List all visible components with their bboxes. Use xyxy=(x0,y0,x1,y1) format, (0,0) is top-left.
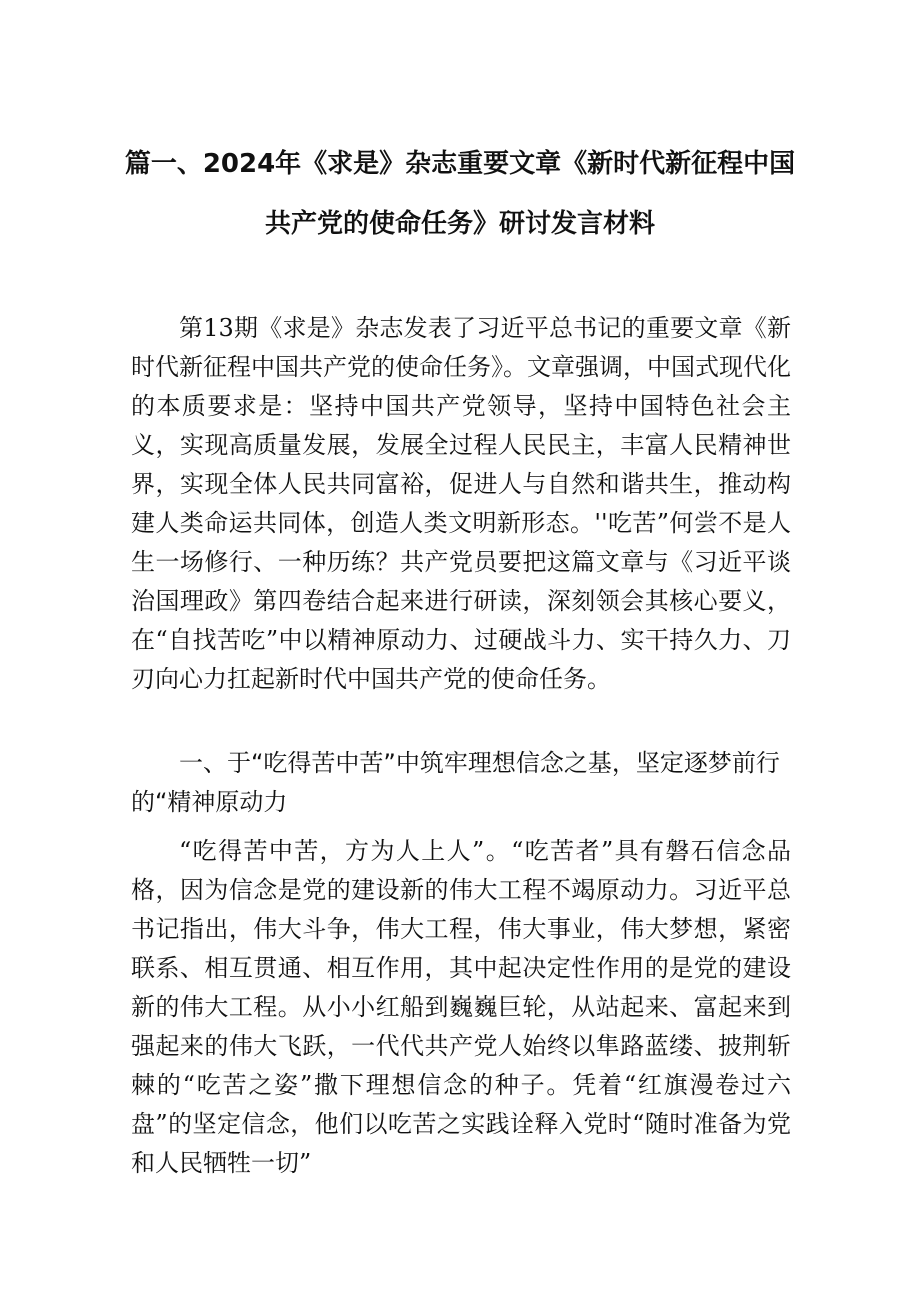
document-title-line-1: 篇一、2024年《求是》杂志重要文章《新时代新征程中国 xyxy=(124,149,796,179)
document-title-line-2: 共产党的使命任务》研讨发言材料 xyxy=(264,209,655,239)
section-heading-1: 一、于“吃得苦中苦”中筑牢理想信念之基，坚定逐梦前行的“精神原动力 xyxy=(131,749,780,816)
body-paragraph-intro: 第13期《求是》杂志发表了习近平总书记的重要文章《新时代新征程中国共产党的使命任务》。文章强调，中国式现代化的本质要求是：坚持中国共产党领导，坚持中国特色社会主义，实现高质量发展，发展全过程人民民主，丰富人民精神世界，实现全体人民共同富裕，促进人与自然和谐共生，推动构建人类命运共同体，创造人类文明新形态。''吃苦”何尝不是人生一场修行、一种历练？共产党员要把这篇文章与《习近平谈治国理政》第四卷结合起来进行研读，深刻领会其核心要义，在“自找苦吃”中以精神原动力、过硬战斗力、实干持久力、刀刃向心力扛起新时代中国共产党的使命任务。 xyxy=(131,314,791,693)
body-paragraph-section-1: “吃得苦中苦，方为人上人”。“吃苦者”具有磐石信念品格，因为信念是党的建设新的伟大工程不竭原动力。习近平总书记指出，伟大斗争，伟大工程，伟大事业，伟大梦想，紧密联系、相互贯通、相互作用，其中起决定性作用的是党的建设新的伟大工程。从小小红船到巍巍巨轮，从站起来、富起来到强起来的伟大飞跃，一代代共产党人始终以隼路蓝缕、披荆斩棘的“吃苦之姿”撒下理想信念的种子。凭着“红旗漫卷过六盘”的坚定信念，他们以吃苦之实践诠释入党时“随时准备为党和人民牺牲一切” xyxy=(131,837,791,1177)
